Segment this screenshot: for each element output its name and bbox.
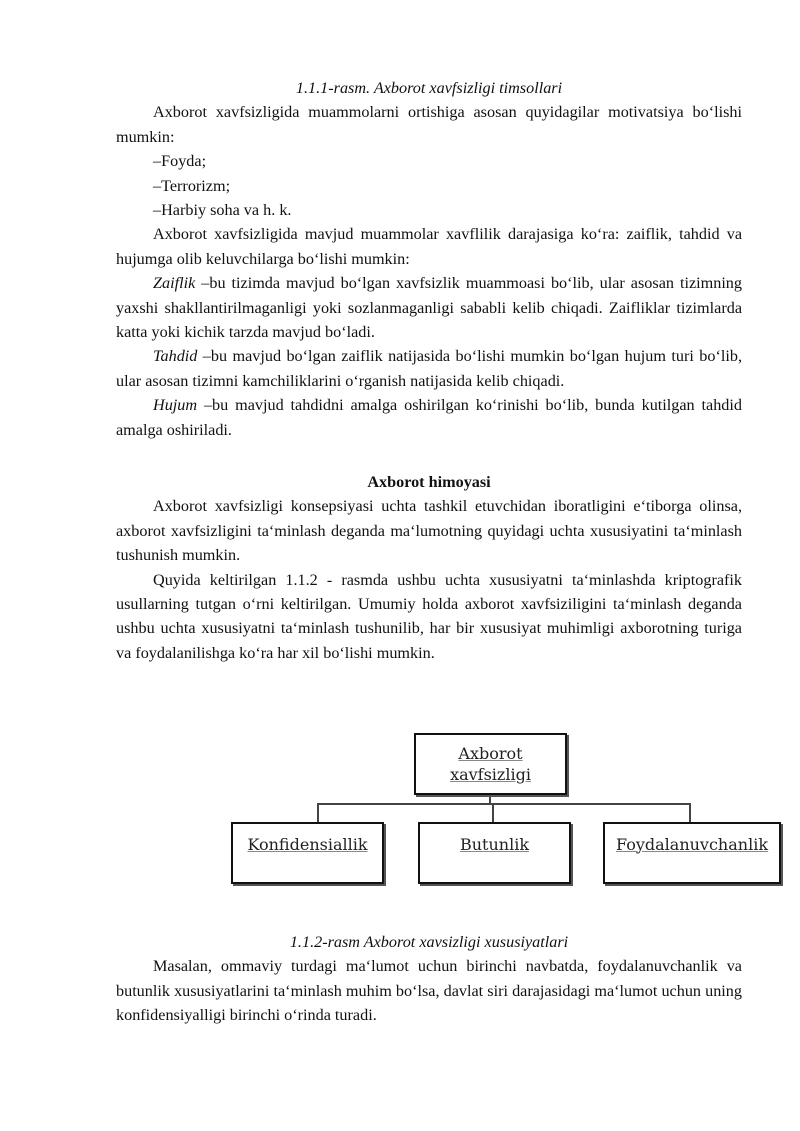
motivation-item: –Harbiy soha va h. k. <box>153 201 292 220</box>
diagram-child-box-availability <box>603 822 781 884</box>
connector-line <box>689 803 691 823</box>
child-label: Butunlik <box>459 834 530 854</box>
child-label: Konfidensiallik <box>247 834 368 854</box>
root-label-line2: xavfsizligi <box>450 765 531 784</box>
figure-reference-paragraph: Quyida keltirilgan 1.1.2 - rasmda ushbu uchta xususiyatni ta‘minlashda kriptografik usullarning tutgan o‘rni keltirilgan. Umumiy holda axborot xavfsiziligini ta‘minlash deganda ushbu uchta xususiyatni ta‘minlash tushunilib, har bir xususiyat muhimligi axborotning turiga va foydalanilishga ko‘ra har xil bo‘lishi mumkin. <box>116 570 742 662</box>
diagram-child-box-confidentiality <box>231 822 384 884</box>
figure-caption-2: 1.1.2-rasm Axborot xavsizligi xususiyatlari <box>289 933 569 951</box>
diagram-root-box <box>414 733 567 795</box>
hujum-term: Hujum <box>153 396 198 415</box>
concept-paragraph: Axborot xavfsizligi konsepsiyasi uchta tashkil etuvchidan iboratligini e‘tiborga olinsa, axborot xavfsizligini ta‘minlash deganda ma‘lumotning quyidagi uchta xususiyatini ta‘minlash tushunish mumkin. <box>116 497 742 565</box>
intro-paragraph: Axborot xavfsizligida muammolarni ortishiga asosan quyidagilar motivatsiya bo‘lishi mumkin: <box>116 103 742 146</box>
connector-line <box>317 803 319 823</box>
text-block-top <box>116 76 742 442</box>
connector-line <box>492 803 494 823</box>
text-block-bottom <box>116 930 742 1028</box>
hujum-paragraph <box>116 393 742 442</box>
tahdid-term: Tahdid <box>153 347 198 366</box>
zaiflik-paragraph <box>116 271 742 344</box>
motivation-item: –Foyda; <box>153 152 207 171</box>
example-paragraph: Masalan, ommaviy turdagi ma‘lumot uchun birinchi navbatda, foydalanuvchanlik va butunlik xususiyatlarini ta‘minlash muhim bo‘lsa, davlat siri darajasidagi ma‘lumot uchun uning konfidensiyalligi birinchi o‘rinda turadi. <box>116 957 742 1025</box>
text-block-middle <box>116 470 742 665</box>
connector-line <box>317 803 691 805</box>
threat-levels-paragraph: Axborot xavfsizligida mavjud muammolar xavflilik darajasiga ko‘ra: zaiflik, tahdid va hujumga olib keluvchilarga bo‘lishi mumkin: <box>116 225 742 268</box>
tahdid-paragraph <box>116 344 742 393</box>
diagram-child-box-integrity <box>418 822 571 884</box>
hujum-definition: –bu mavjud tahdidni amalga oshirilgan ko‘rinishi bo‘lib, bunda kutilgan tahdid amalga oshiriladi. <box>116 396 742 439</box>
child-label: Foydalanuvchanlik <box>615 834 769 854</box>
tahdid-definition: –bu mavjud bo‘lgan zaiflik natijasida bo‘lishi mumkin bo‘lgan hujum turi bo‘lib, ular asosan tizimni kamchiliklarini o‘rganish natijasida kelib chiqadi. <box>116 347 742 390</box>
root-label-line1: Axborot <box>458 744 523 763</box>
section-heading: Axborot himoyasi <box>367 473 491 491</box>
zaiflik-definition: –bu tizimda mavjud bo‘lgan xavfsizlik muammoasi bo‘lib, ular asosan tizimning yaxshi shakllantirilmaganligi yoki sozlanmaganligi sababli kelib chiqadi. Zaifliklar tizimlarda katta yoki kichik tarzda mavjud bo‘ladi. <box>116 274 742 342</box>
zaiflik-term: Zaiflik <box>153 274 196 293</box>
figure-caption-1: 1.1.1-rasm. Axborot xavfsizligi timsollari <box>295 79 563 97</box>
motivation-item: –Terrorizm; <box>153 176 231 195</box>
connector-line <box>489 795 491 804</box>
